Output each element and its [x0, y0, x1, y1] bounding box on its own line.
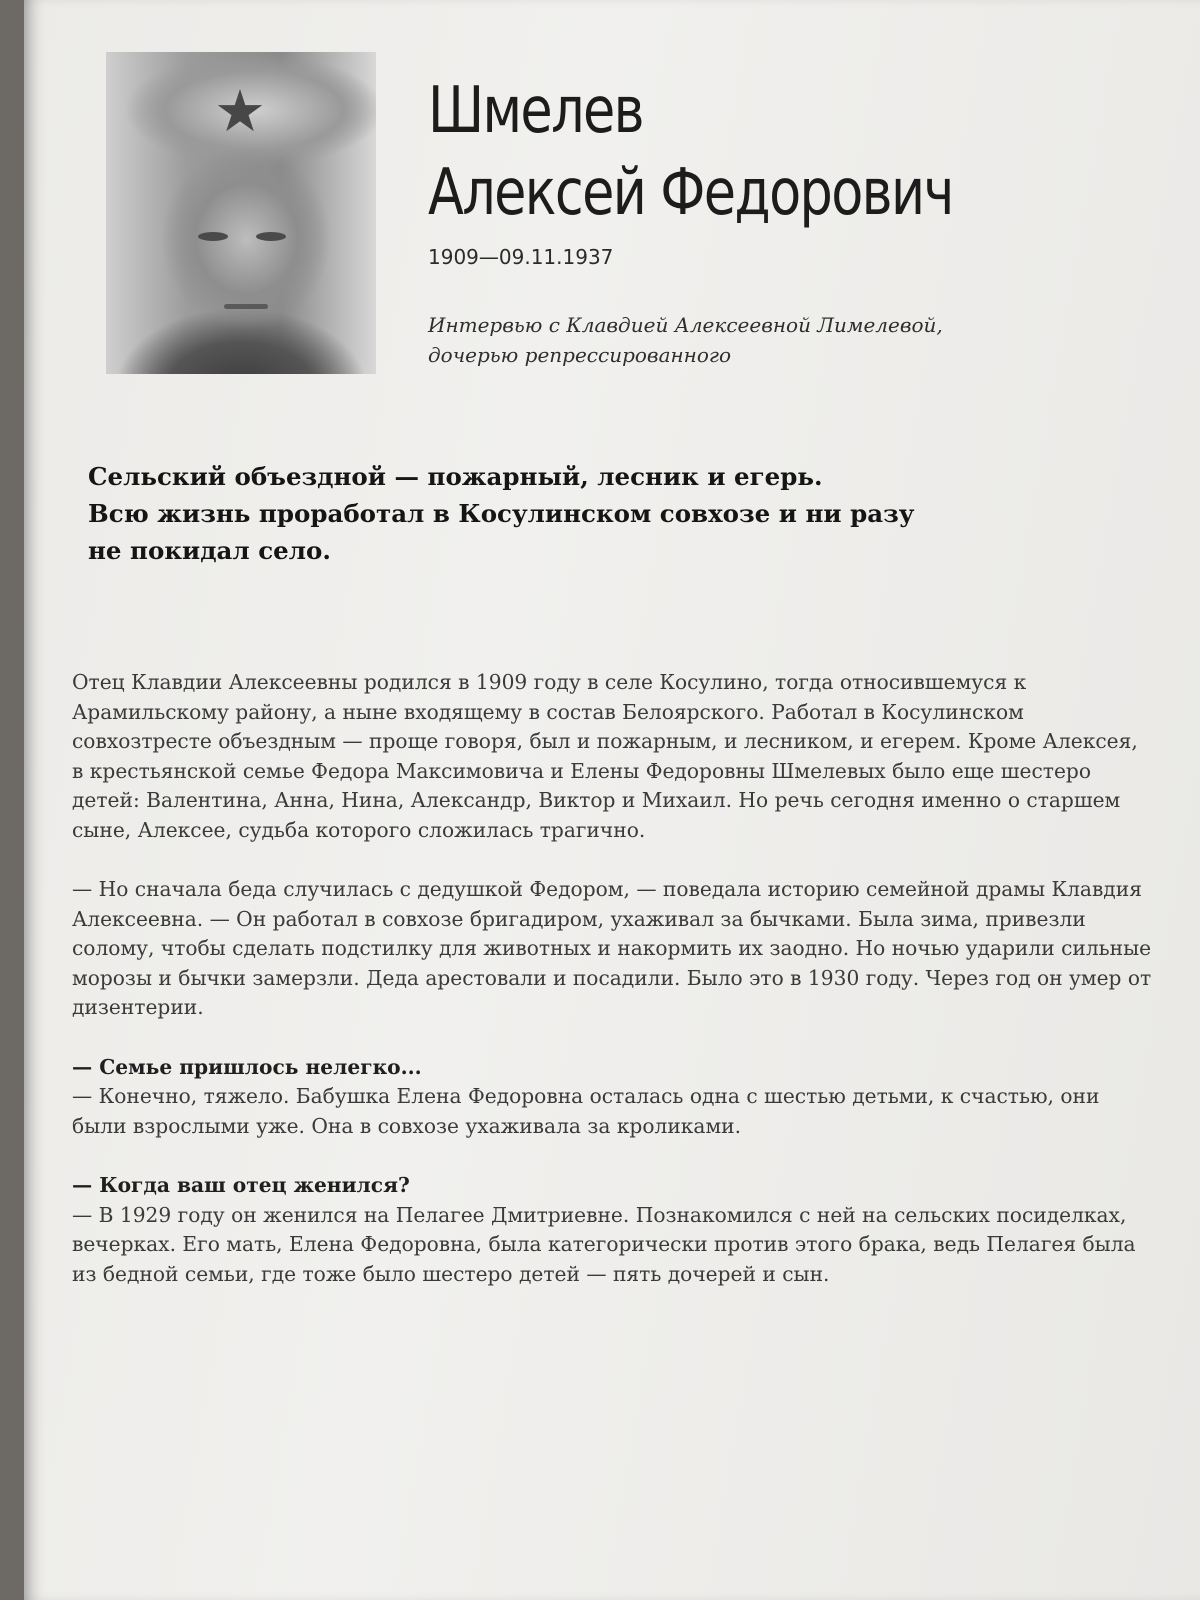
person-name [428, 70, 953, 234]
interview-line-2: дочерью репрессированного [428, 343, 732, 367]
book-page [24, 0, 1200, 1600]
portrait-mouth [224, 304, 268, 309]
star-icon: ★ [214, 77, 266, 145]
question-2: — Когда ваш отец женился? [72, 1173, 410, 1197]
question-1: — Семье пришлось нелегко... [72, 1054, 422, 1079]
portrait-photo [106, 52, 376, 374]
interview-subtitle [428, 310, 1068, 370]
body-paragraph-1: Отец Клавдии Алексеевны родился в 1909 году в селе Косулино, тогда относившемуся к Арамильскому району, а ныне входящему в состав Белоярского. Работал в Косулинском совхозтресте объездным — проще говоря, был и пожарным, и лесником, и егерем. Кроме Алексея, в крестьянской семье Федора Максимовича и Елены Федоровны Шмелевых было еще шестеро детей: Валентина, Анна, Нина, Александр, Виктор и Михаил. Но речь сегодня именно о старшем сыне, Алексее, судьба которого сложилась трагично. [72, 670, 1138, 842]
interview-line-1: Интервью с Клавдией Алексеевной Лимелевой, [428, 313, 943, 337]
portrait-eye-right [256, 232, 286, 241]
body-paragraph-2: — Но сначала беда случилась с дедушкой Федором, — поведала историю семейной драмы Клавдия Алексеевна. — Он работал в совхозе бригадиром, ухаживал за бычками. Была зима, привезли солому, чтобы сделать подстилку для животных и накормить их заодно. Но ночью ударили сильные морозы и бычки замерзли. Деда арестовали и посадили. Было это в 1930 году. Через год он умер от дизентерии. [72, 877, 1152, 1019]
answer-1: — Конечно, тяжело. Бабушка Елена Федоровна осталась одна с шестью детьми, к счастью, они были взрослыми уже. Она в совхозе ухаживала за кроликами. [72, 1084, 1100, 1138]
life-dates: 1909—09.11.1937 [428, 245, 614, 269]
lead-line-1: Сельский объездной — пожарный, лесник и егерь. [88, 462, 823, 491]
person-surname: Шмелев [428, 74, 643, 148]
lead-paragraph [88, 458, 1118, 569]
lead-line-2: Всю жизнь проработал в Косулинском совхозе и ни разу [88, 499, 915, 528]
answer-2: — В 1929 году он женился на Пелагее Дмитриевне. Познакомился с ней на сельских посиделках, вечерках. Его мать, Елена Федоровна, была категорически против этого брака, ведь Пелагея была из бедной семьи, где тоже было шестеро детей — пять дочерей и сын. [72, 1202, 1136, 1286]
person-given-names: Алексей Федорович [428, 156, 953, 230]
article-body [72, 668, 1152, 1289]
lead-line-3: не покидал село. [88, 536, 331, 565]
portrait-eye-left [198, 232, 228, 241]
